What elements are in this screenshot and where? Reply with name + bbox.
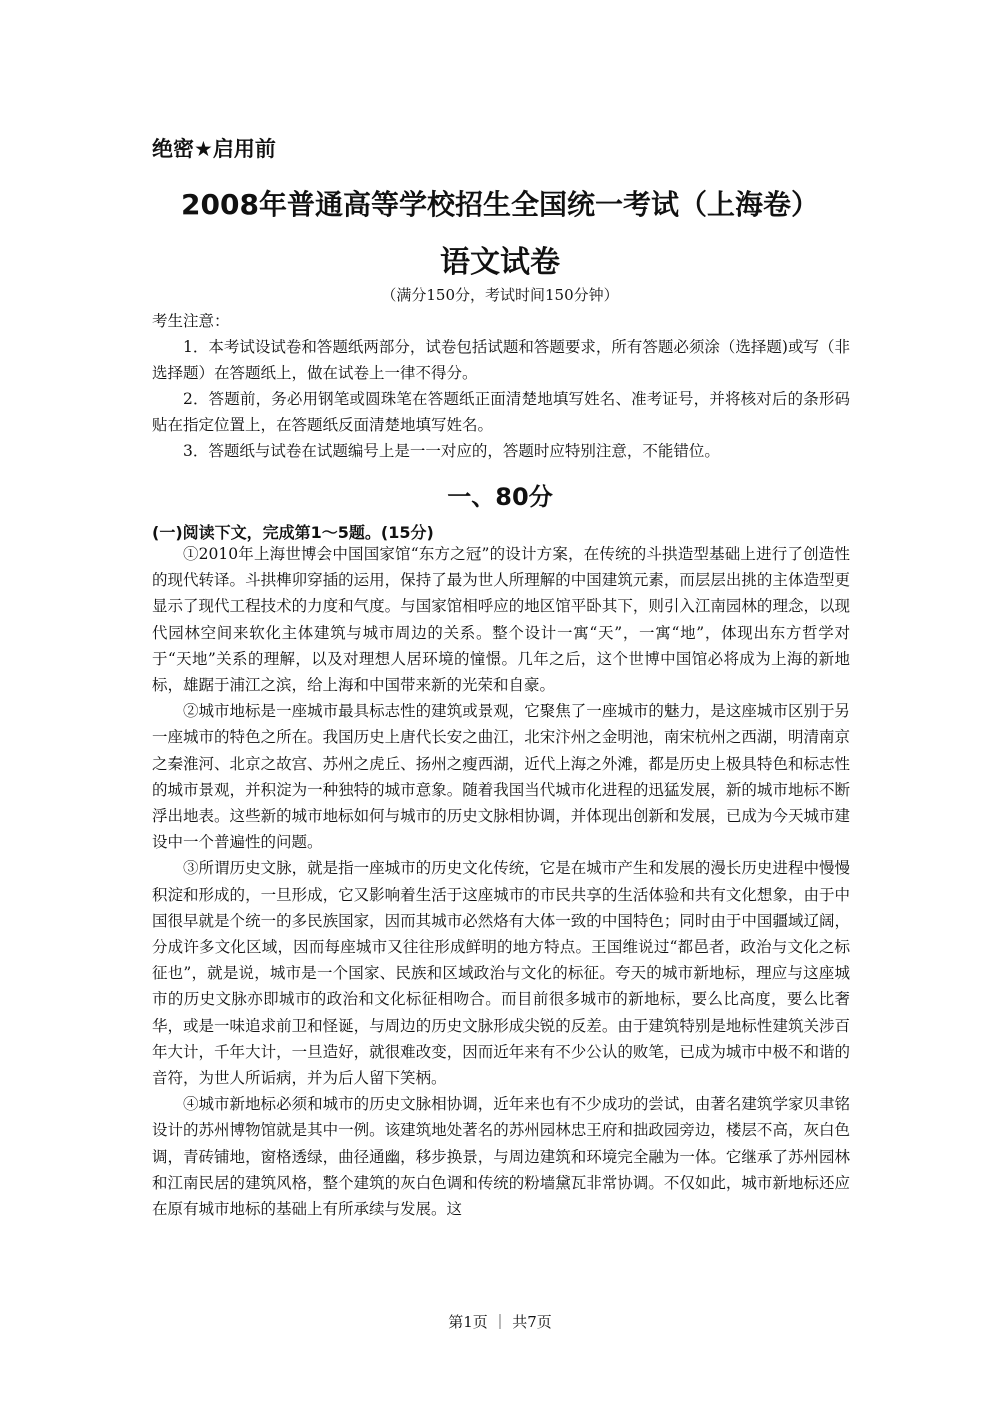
notice-item: 1．本考试设试卷和答题纸两部分，试卷包括试题和答题要求，所有答题必须涂（选择题)或写（非选择题）在答题纸上，做在试卷上一律不得分。 bbox=[152, 338, 850, 382]
question-heading: (一)阅读下文，完成第1～5题。(15分) bbox=[152, 523, 434, 542]
notice-item: 2．答题前，务必用钢笔或圆珠笔在答题纸正面清楚地填写姓名、准考证号，并将核对后的条形码贴在指定位置上，在答题纸反面清楚地填写姓名。 bbox=[152, 390, 850, 434]
passage-paragraph: ③所谓历史文脉，就是指一座城市的历史文化传统，它是在城市产生和发展的漫长历史进程中慢慢积淀和形成的，一旦形成，它又影响着生活于这座城市的市民共享的生活体验和共有文化想象，由于中国很早就是个统一的多民族国家，因而其城市必然烙有大体一致的中国特色；同时由于中国疆域辽阔，分成许多文化区域，因而每座城市又往往形成鲜明的地方特点。王国维说过“都邑者，政治与文化之标征也”，就是说，城市是一个国家、民族和区域政治与文化的标征。夸天的城市新地标，理应与这座城市的历史文脉亦即城市的政治和文化标征相吻合。而目前很多城市的新地标，要么比高度，要么比奢华，或是一味追求前卫和怪诞，与周边的历史文脉形成尖锐的反差。由于建筑特别是地标性建筑关涉百年大计，千年大计，一旦造好，就很难改变，因而近年来有不少公认的败笔，已成为城市中极不和谐的音符，为世人所诟病，并为后人留下笑柄。 bbox=[152, 859, 850, 1088]
exam-subtitle: （满分150分，考试时间150分钟） bbox=[381, 286, 619, 304]
reading-passage bbox=[152, 541, 850, 1222]
subject-title: 语文试卷 bbox=[440, 245, 560, 280]
page-footer: 第1页 ｜ 共7页 bbox=[448, 1313, 552, 1331]
exam-title: 2008年普通高等学校招生全国统一考试（上海卷） bbox=[181, 188, 819, 221]
notice-list bbox=[152, 334, 850, 464]
secret-mark: 绝密★启用前 bbox=[152, 137, 276, 161]
notice-item: 3．答题纸与试卷在试题编号上是一一对应的，答题时应特别注意，不能错位。 bbox=[183, 442, 720, 460]
passage-paragraph: ④城市新地标必须和城市的历史文脉相协调，近年来也有不少成功的尝试，由著名建筑学家贝聿铭设计的苏州博物馆就是其中一例。该建筑地处著名的苏州园林忠王府和拙政园旁边，楼层不高，灰白色调，青砖铺地，窗格透绿，曲径通幽，移步换景，与周边建筑和环境完全融为一体。它继承了苏州园林和江南民居的建筑风格，整个建筑的灰白色调和传统的粉墙黛瓦非常协调。不仅如此，城市新地标还应在原有城市地标的基础上有所承续与发展。这 bbox=[152, 1095, 850, 1219]
section-title: 一、80分 bbox=[447, 483, 553, 511]
notice-label: 考生注意： bbox=[152, 312, 230, 330]
passage-paragraph: ①2010年上海世博会中国国家馆“东方之冠”的设计方案，在传统的斗拱造型基础上进行了创造性的现代转译。斗拱榫卯穿插的运用，保持了最为世人所理解的中国建筑元素，而层层出挑的主体造型更显示了现代工程技术的力度和气度。与国家馆相呼应的地区馆平卧其下，则引入江南园林的理念，以现代园林空间来软化主体建筑与城市周边的关系。整个设计一寓“天”，一寓“地”，体现出东方哲学对于“天地”关系的理解，以及对理想人居环境的憧憬。几年之后，这个世博中国馆必将成为上海的新地标，雄踞于浦江之滨，给上海和中国带来新的光荣和自豪。 bbox=[152, 545, 850, 695]
passage-paragraph: ②城市地标是一座城市最具标志性的建筑或景观，它聚焦了一座城市的魅力，是这座城市区别于另一座城市的特色之所在。我国历史上唐代长安之曲江，北宋汴州之金明池，南宋杭州之西湖，明清南京之秦淮河、北京之故宫、苏州之虎丘、扬州之瘦西湖，近代上海之外滩，都是历史上极具特色和标志性的城市景观，并积淀为一种独特的城市意象。随着我国当代城市化进程的迅猛发展，新的城市地标不断浮出地表。这些新的城市地标如何与城市的历史文脉相协调，并体现出创新和发展，已成为今天城市建设中一个普遍性的问题。 bbox=[152, 702, 850, 852]
